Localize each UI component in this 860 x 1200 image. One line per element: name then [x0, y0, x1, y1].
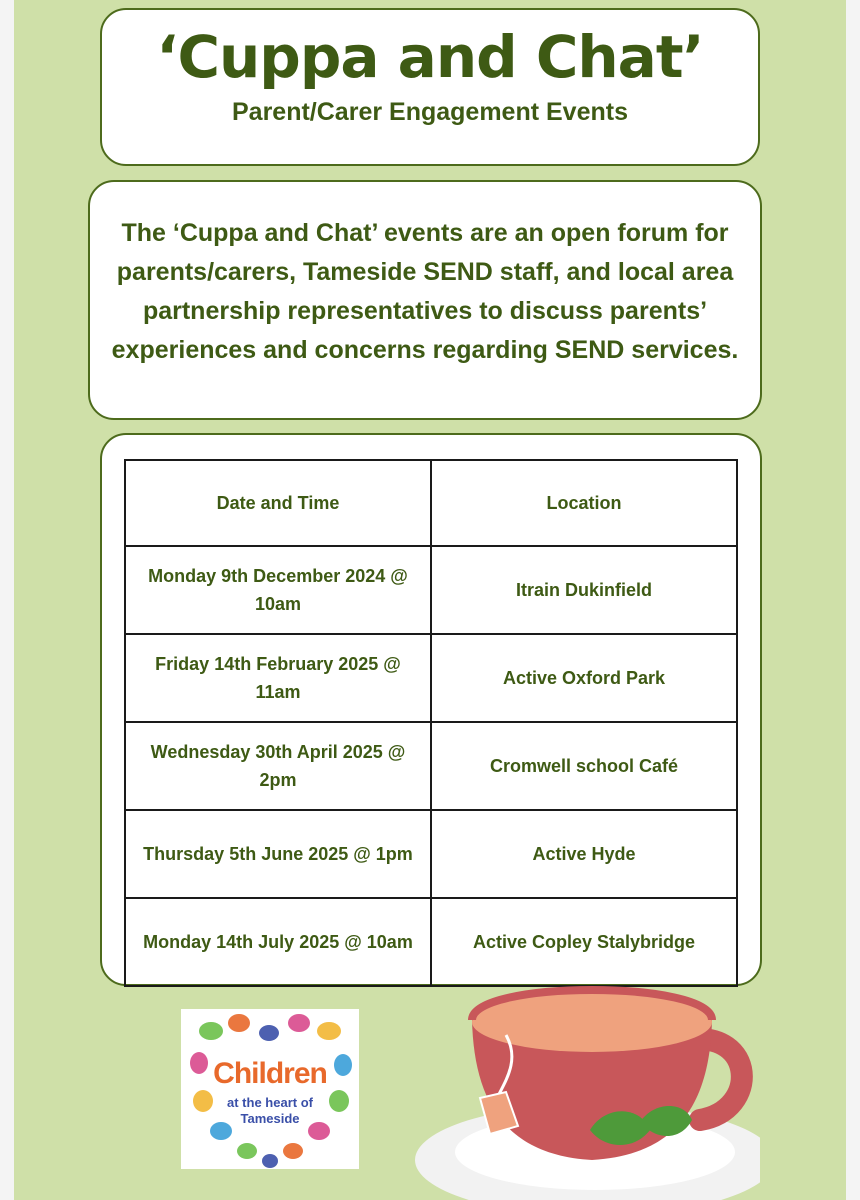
row-location: Cromwell school Café: [431, 722, 737, 810]
logo-title: Children: [213, 1057, 327, 1090]
table-row: [125, 722, 737, 810]
row-date: Monday 14th July 2025 @ 10am: [125, 898, 431, 986]
teacup-icon: [410, 980, 760, 1200]
row-location: Active Oxford Park: [431, 634, 737, 722]
title-panel: [100, 8, 760, 166]
page-margin-left: [0, 0, 14, 1200]
row-date: Wednesday 30th April 2025 @ 2pm: [125, 722, 431, 810]
description-text: The ‘Cuppa and Chat’ events are an open forum for parents/carers, Tameside SEND staff, and local area partnership representatives to discuss parents’ experiences and concerns regarding SEND services.: [111, 219, 739, 364]
page-title: ‘Cuppa and Chat’: [156, 23, 704, 91]
row-location: Itrain Dukinfield: [431, 546, 737, 634]
table-row: [125, 810, 737, 898]
row-location: Active Copley Stalybridge: [431, 898, 737, 986]
schedule-panel: [100, 433, 762, 986]
row-location: Active Hyde: [431, 810, 737, 898]
page-subtitle: Parent/Carer Engagement Events: [232, 98, 628, 126]
header-date-time: Date and Time: [125, 460, 431, 546]
header-location: Location: [431, 460, 737, 546]
page-margin-right: [846, 0, 860, 1200]
logo-line-2: Tameside: [240, 1111, 300, 1126]
logo-line-1: at the heart of: [227, 1095, 313, 1110]
row-date: Friday 14th February 2025 @ 11am: [125, 634, 431, 722]
description-panel: [88, 180, 762, 420]
table-row: [125, 898, 737, 986]
row-date: Thursday 5th June 2025 @ 1pm: [125, 810, 431, 898]
table-header-row: [125, 460, 737, 546]
schedule-table: [124, 459, 738, 987]
handprint-heart-logo: [181, 1009, 359, 1169]
table-row: [125, 546, 737, 634]
table-row: [125, 634, 737, 722]
row-date: Monday 9th December 2024 @ 10am: [125, 546, 431, 634]
